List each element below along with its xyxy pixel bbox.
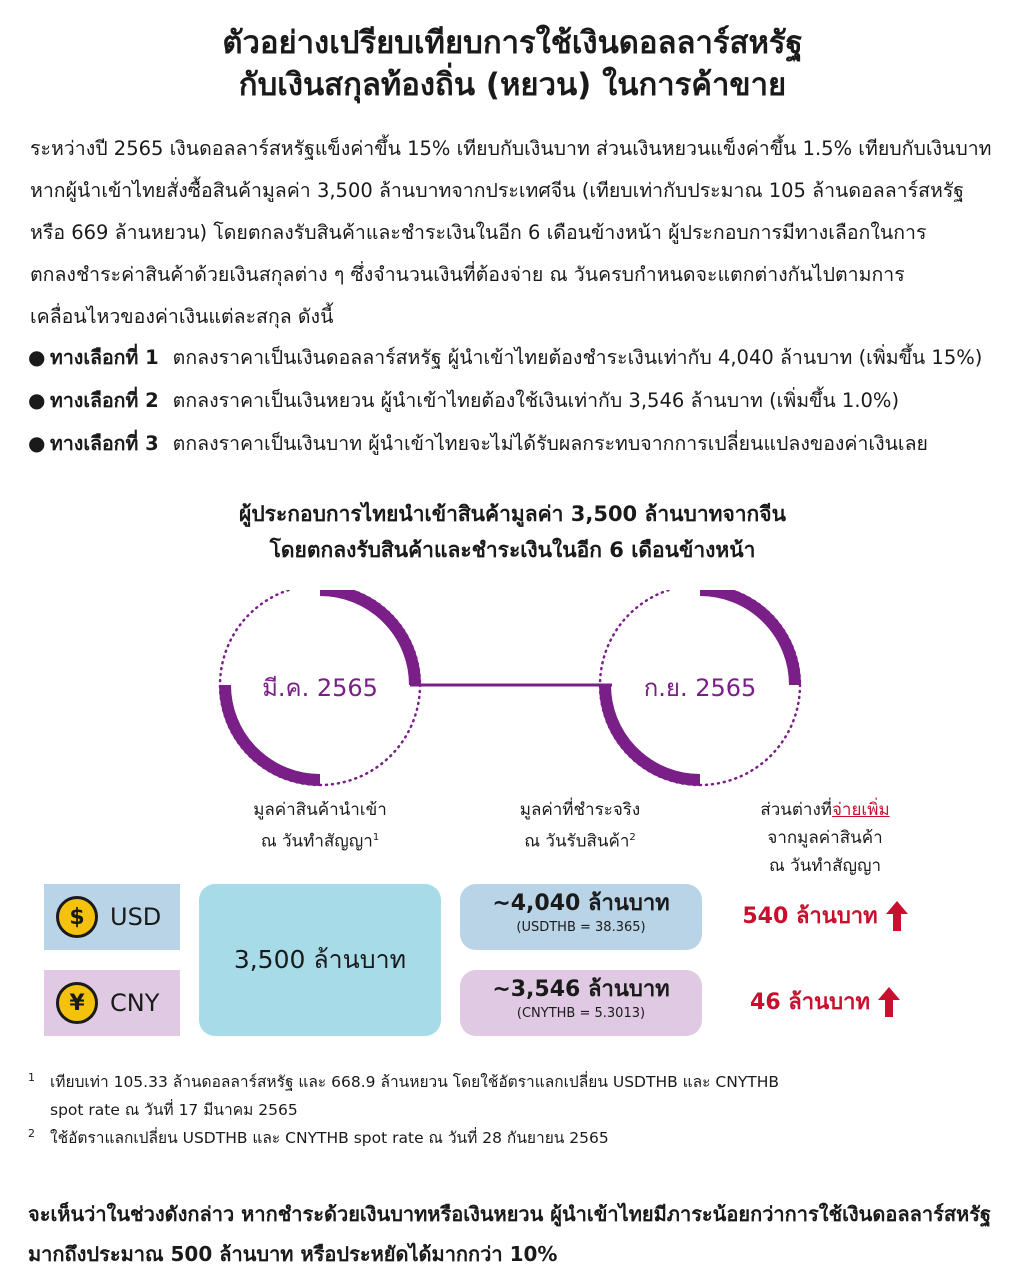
column-header-line: [210, 824, 430, 856]
column-header-line: [715, 796, 935, 824]
currency-code: CNY: [110, 989, 160, 1017]
cny-currency-label: [44, 970, 180, 1036]
footnotes: [28, 1068, 988, 1152]
footnote-2: [28, 1124, 988, 1152]
bullet-icon: ●: [28, 431, 46, 455]
extra-paid-amount: 46 ล้านบาท: [750, 990, 870, 1015]
column-header-line: มูลค่าสินค้านำเข้า: [253, 800, 387, 820]
option-label: ทางเลือกที่ 2: [50, 389, 159, 412]
yuan-coin-icon: ¥: [56, 982, 98, 1024]
exchange-rate: (USDTHB = 38.365): [516, 920, 646, 935]
footnote-number: 2: [28, 1127, 35, 1140]
diagram-title: [0, 496, 1025, 568]
footnote-text: spot rate ณ วันที่ 17 มีนาคม 2565: [50, 1101, 298, 1119]
dollar-coin-icon: $: [56, 896, 98, 938]
intro-line: หรือ 669 ล้านหยวน) โดยตกลงรับสินค้าและชำระเงินในอีก 6 เดือนข้างหน้า ผู้ประกอบการมีทางเลือกในการ: [30, 221, 927, 244]
up-arrow-icon: [878, 987, 900, 1017]
footnote-1-cont: [28, 1096, 988, 1124]
page-title: [0, 22, 1025, 106]
option-item-1: [28, 336, 1003, 379]
column-header-line: ณ วันทำสัญญา: [769, 856, 881, 876]
diagram-title-line-1: ผู้ประกอบการไทยนำเข้าสินค้ามูลค่า 3,500 ล้านบาทจากจีน: [239, 502, 786, 526]
options-list: [28, 336, 1003, 465]
option-text: ตกลงราคาเป็นเงินหยวน ผู้นำเข้าไทยต้องใช้เงินเท่ากับ 3,546 ล้านบาท (เพิ่มขึ้น 1.0%): [172, 389, 900, 412]
conclusion: [28, 1194, 1003, 1274]
up-arrow-icon: [886, 901, 908, 931]
intro-line: เคลื่อนไหวของค่าเงินแต่ละสกุล ดังนี้: [30, 305, 334, 328]
usd-paid-value-box: [460, 884, 702, 950]
cny-extra-paid: [730, 984, 920, 1019]
exchange-rate: (CNYTHB = 5.3013): [516, 1006, 646, 1021]
cny-paid-value-box: [460, 970, 702, 1036]
footnote-text: เทียบเท่า 105.33 ล้านดอลลาร์สหรัฐ และ 668.9 ล้านหยวน โดยใช้อัตราแลกเปลี่ยน USDTHB และ CNYTHB: [50, 1073, 780, 1091]
highlighted-text: จ่ายเพิ่ม: [831, 800, 890, 820]
intro-line: ระหว่างปี 2565 เงินดอลลาร์สหรัฐแข็งค่าขึ้น 15% เทียบกับเงินบาท ส่วนเงินหยวนแข็งค่าขึ้น 1.5% เทียบกับเงินบาท: [30, 137, 992, 160]
option-text: ตกลงราคาเป็นเงินดอลลาร์สหรัฐ ผู้นำเข้าไทยต้องชำระเงินเท่ากับ 4,040 ล้านบาท (เพิ่มขึ้น 15%): [172, 346, 983, 369]
footnote-marker: 2: [629, 832, 636, 843]
currency-code: USD: [110, 903, 162, 931]
intro-paragraph: [30, 128, 998, 338]
paid-amount: ~3,546 ล้านบาท: [492, 977, 670, 1002]
option-item-2: [28, 379, 1003, 422]
option-label: ทางเลือกที่ 1: [50, 346, 159, 369]
timeline-diagram: [0, 590, 1025, 790]
option-label: ทางเลือกที่ 3: [50, 432, 159, 455]
usd-currency-label: [44, 884, 180, 950]
column-header-line: มูลค่าที่ชำระจริง: [519, 800, 641, 820]
usd-extra-paid: [730, 898, 920, 933]
title-line-2: กับเงินสกุลท้องถิ่น (หยวน) ในการค้าขาย: [238, 67, 787, 103]
option-text: ตกลงราคาเป็นเงินบาท ผู้นำเข้าไทยจะไม่ได้รับผลกระทบจากการเปลี่ยนแปลงของค่าเงินเลย: [172, 432, 928, 455]
footnote-1: [28, 1068, 988, 1096]
bullet-icon: ●: [28, 345, 46, 369]
column-header-text: ณ วันรับสินค้า: [524, 831, 630, 852]
column-header-line: จากมูลค่าสินค้า: [767, 828, 883, 848]
footnote-marker: 1: [372, 832, 380, 843]
column-header-text: ณ วันทำสัญญา: [260, 831, 373, 852]
footnote-number: 1: [28, 1071, 35, 1084]
column-header-contract-value: [210, 796, 430, 856]
conclusion-line-2: มากถึงประมาณ 500 ล้านบาท หรือประหยัดได้มากกว่า 10%: [28, 1242, 558, 1266]
paid-amount: ~4,040 ล้านบาท: [492, 891, 670, 916]
end-date-label: ก.ย. 2565: [643, 674, 757, 702]
extra-paid-amount: 540 ล้านบาท: [742, 904, 878, 929]
contract-value-box: 3,500 ล้านบาท: [199, 884, 441, 1036]
column-header-paid-value: [470, 796, 690, 856]
bullet-icon: ●: [28, 388, 46, 412]
footnote-text: ใช้อัตราแลกเปลี่ยน USDTHB และ CNYTHB spot rate ณ วันที่ 28 กันยายน 2565: [50, 1129, 609, 1147]
intro-line: หากผู้นำเข้าไทยสั่งซื้อสินค้ามูลค่า 3,500 ล้านบาทจากประเทศจีน (เทียบเท่ากับประมาณ 105 ล้านดอลลาร์สหรัฐ: [30, 179, 965, 202]
column-header-line: [470, 824, 690, 856]
title-line-1: ตัวอย่างเปรียบเทียบการใช้เงินดอลลาร์สหรัฐ: [222, 25, 803, 61]
diagram-title-line-2: โดยตกลงรับสินค้าและชำระเงินในอีก 6 เดือนข้างหน้า: [269, 538, 756, 562]
option-item-3: [28, 422, 1003, 465]
column-header-text: ส่วนต่างที่: [760, 800, 832, 820]
intro-line: ตกลงชำระค่าสินค้าด้วยเงินสกุลต่าง ๆ ซึ่งจำนวนเงินที่ต้องจ่าย ณ วันครบกำหนดจะแตกต่างกันไปตามการ: [30, 263, 905, 286]
start-date-label: มี.ค. 2565: [262, 674, 378, 702]
conclusion-line-1: จะเห็นว่าในช่วงดังกล่าว หากชำระด้วยเงินบาทหรือเงินหยวน ผู้นำเข้าไทยมีภาระน้อยกว่าการใช้เงินดอลลาร์สหรัฐ: [28, 1202, 991, 1226]
column-header-extra-paid: [715, 796, 935, 880]
